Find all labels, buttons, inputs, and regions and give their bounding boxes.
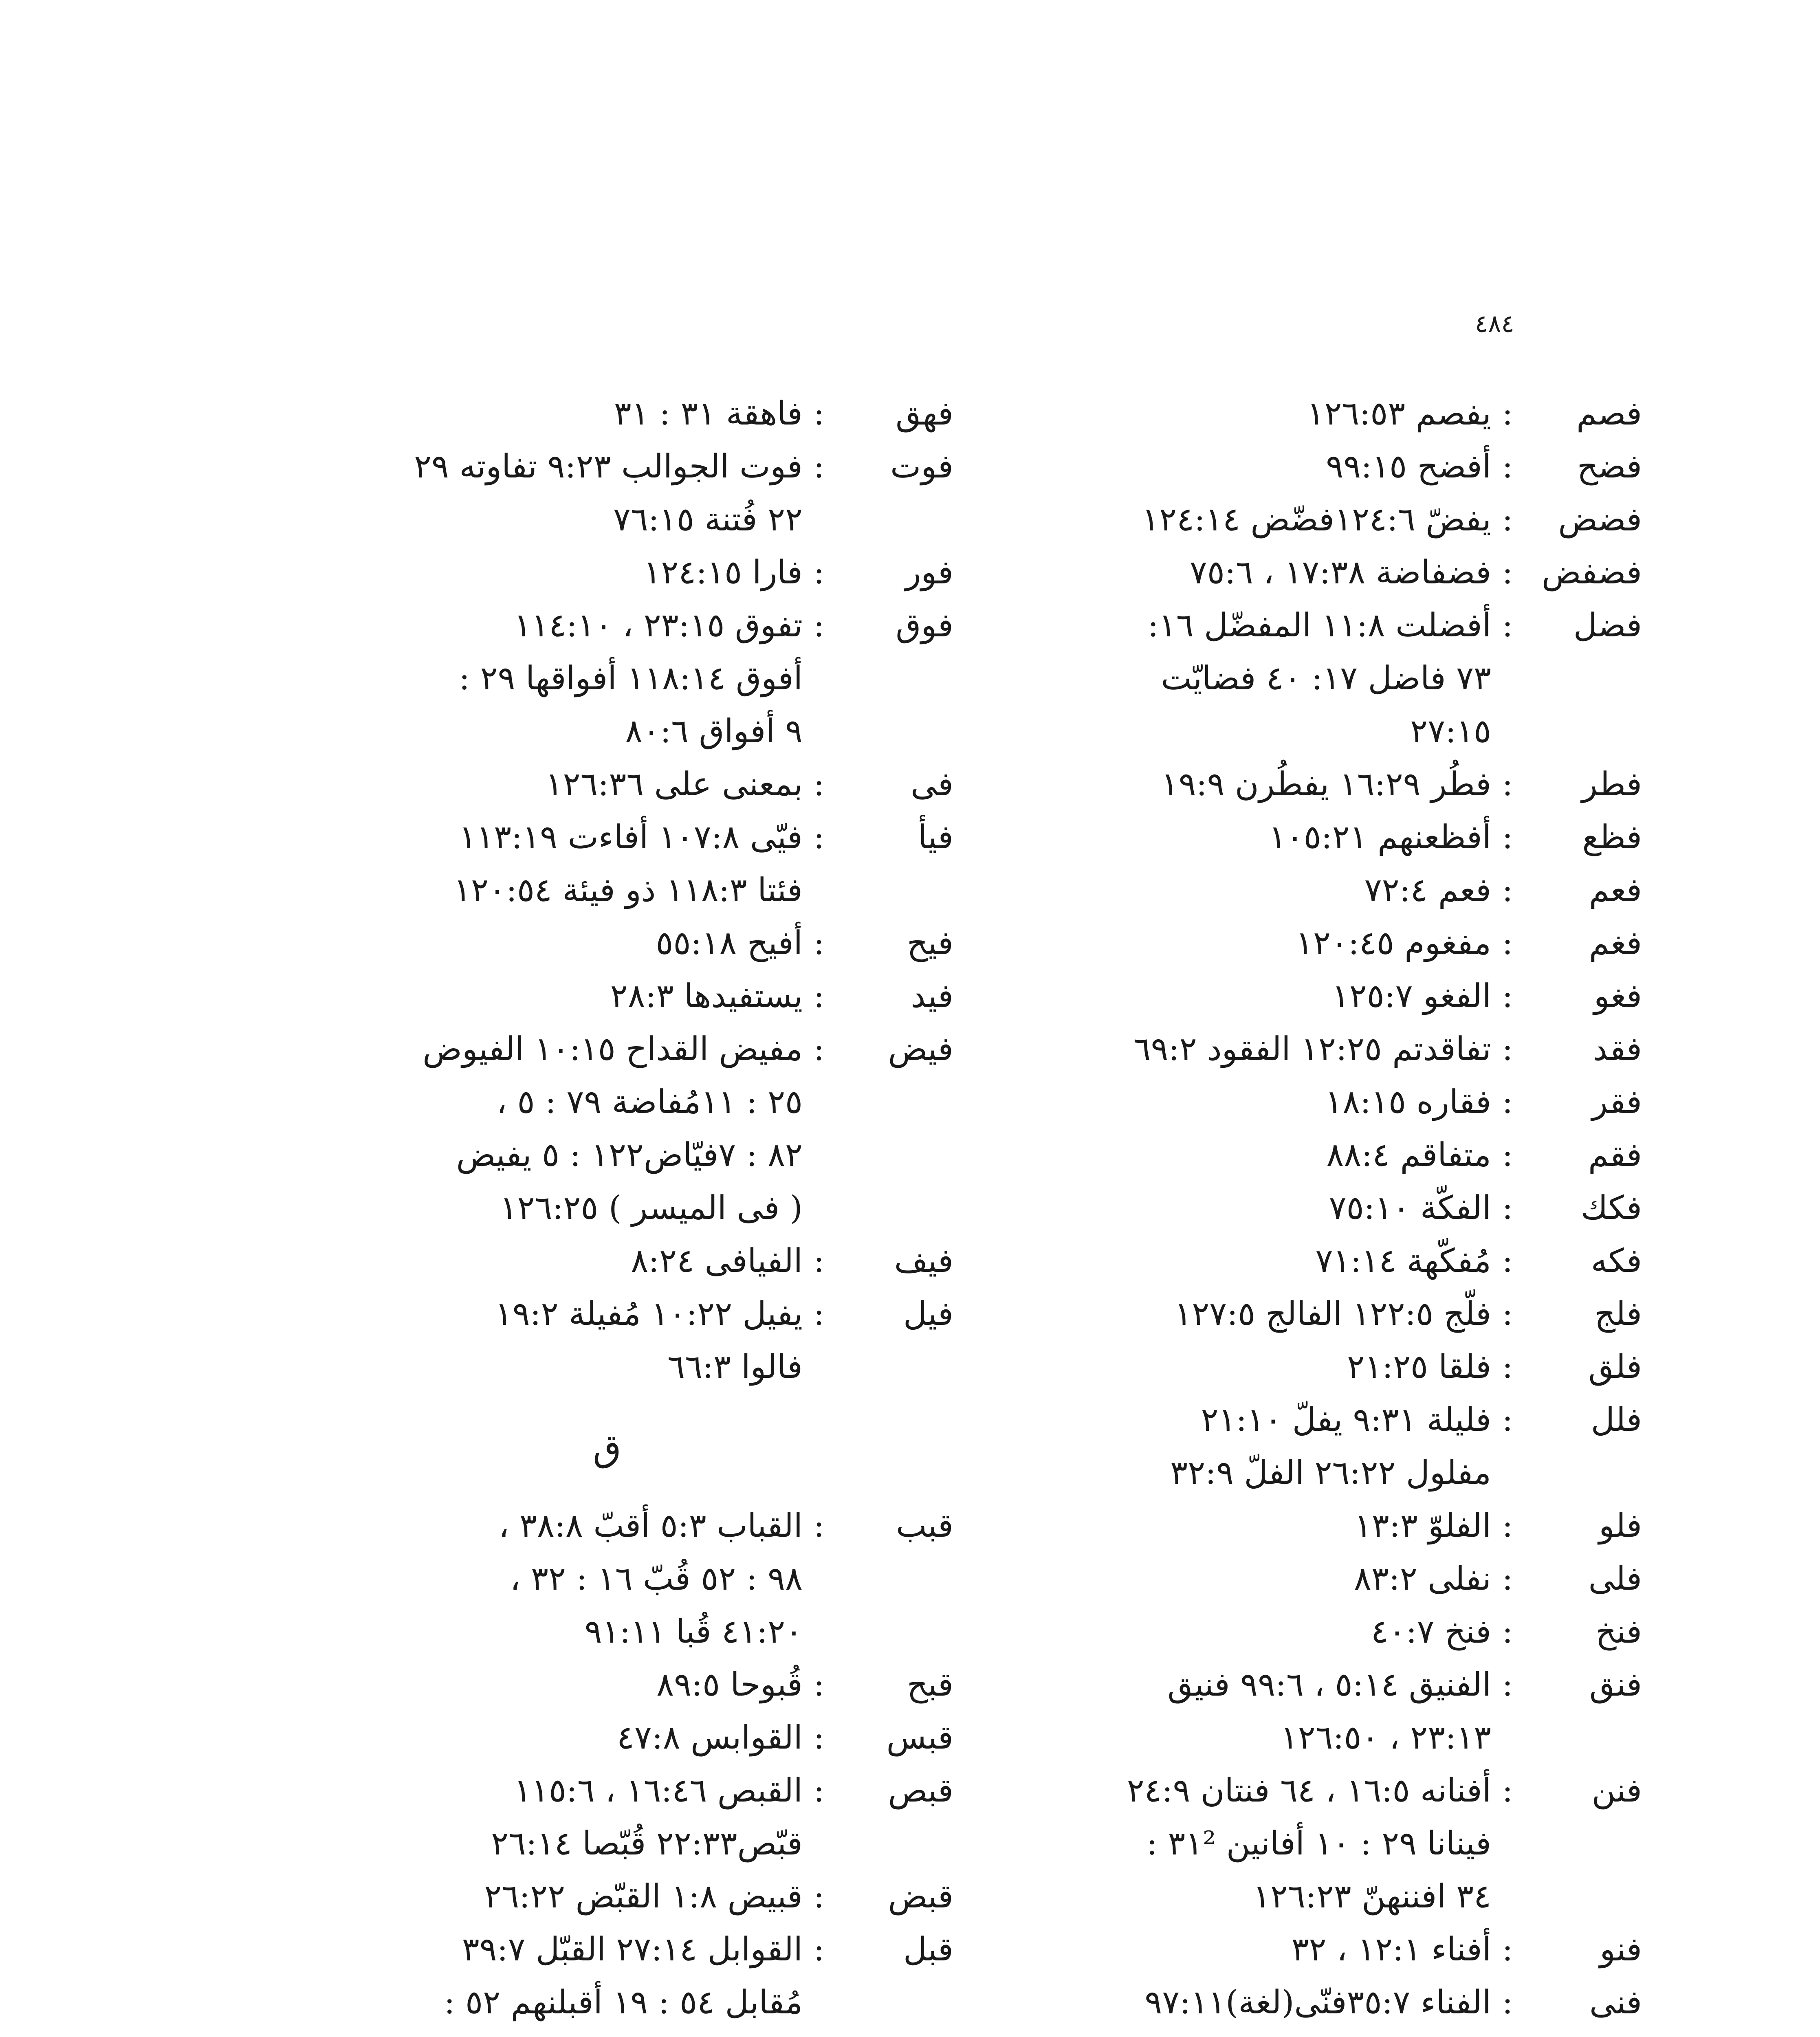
entry-references: تفوق ٢٣:١٥ ، ١١٤:١٠ أفوق ١١٨:١٤ أفواقها ٢٩ : ٩ أفواق ٨٠:٦	[459, 606, 803, 750]
index-entry	[949, 1076, 1642, 1128]
entry-references: الفغو ١٢٥:٧	[1331, 977, 1491, 1015]
entry-references: أفنانه ١٦:٥ ، ٦٤ فنتان ٢٤:٩ فينانا ٢٩ : ١٠ أفانين ٣١² : ٣٤ افننهنّ ١٢٦:٢٣	[1127, 1771, 1491, 1915]
entry-root: فكه	[1591, 1242, 1642, 1280]
entry-root: فنن	[1591, 1771, 1642, 1809]
index-entry	[949, 1393, 1642, 1499]
entry-separator: :	[813, 818, 825, 856]
index-entry	[261, 387, 953, 440]
entry-root: فضح	[1577, 447, 1642, 485]
entry-separator: :	[1502, 1295, 1513, 1333]
entry-separator: :	[813, 1242, 825, 1280]
entry-root: فور	[905, 553, 953, 591]
index-entry	[949, 811, 1642, 864]
index-entry	[949, 1287, 1642, 1340]
entry-root: فغم	[1589, 924, 1642, 962]
index-entry	[949, 864, 1642, 917]
entry-root: فضض	[1558, 500, 1642, 538]
entry-separator: :	[1502, 977, 1513, 1015]
index-entry	[261, 1923, 953, 2029]
entry-separator: :	[1502, 1983, 1513, 2021]
entry-root: فلق	[1588, 1348, 1642, 1386]
section-letter-heading: ق	[593, 1427, 621, 1469]
entry-references: فعم ٧٢:٤	[1364, 871, 1491, 909]
entry-separator: :	[1502, 871, 1513, 909]
index-entry	[949, 1499, 1642, 1552]
entry-separator: :	[813, 1665, 825, 1703]
entry-references: أفضح ٩٩:١٥	[1326, 447, 1491, 485]
index-entry	[261, 970, 953, 1023]
entry-references: يستفيدها ٢٨:٣	[610, 977, 803, 1015]
entry-separator: :	[1502, 1348, 1513, 1386]
entry-root: فنخ	[1595, 1612, 1642, 1650]
entry-separator: :	[813, 1930, 825, 1968]
entry-references: القوابس ٤٧:٨	[616, 1718, 803, 1756]
entry-separator: :	[1502, 606, 1513, 644]
index-entry	[949, 1658, 1642, 1764]
entry-root: فيأ	[918, 818, 953, 856]
entry-references: الفيافى ٨:٢٤	[631, 1242, 803, 1280]
entry-separator: :	[1502, 447, 1513, 485]
index-column-left	[261, 387, 953, 2029]
entry-separator: :	[813, 394, 825, 432]
entry-separator: :	[1502, 394, 1513, 432]
entry-references: يفضّ ١٢٤:٦فضّض ١٢٤:١٤	[1142, 500, 1491, 538]
entry-references: قُبوحا ٨٩:٥	[656, 1665, 803, 1703]
index-entry	[949, 546, 1642, 599]
entry-root: فظع	[1582, 818, 1642, 856]
index-entry	[949, 1764, 1642, 1923]
entry-references: يفيل ١٠:٢٢ مُفيلة ١٩:٢ فالوا ٦٦:٣	[495, 1295, 803, 1386]
index-entry	[949, 758, 1642, 811]
index-entry	[949, 1340, 1642, 1393]
entry-root: فضل	[1573, 606, 1642, 644]
entry-references: أفضلت ١١:٨ المفضّل ١٦: ٧٣ فاضل ١٧: ٤٠ فضايّت ٢٧:١٥	[1147, 606, 1491, 750]
entry-separator: :	[1502, 1771, 1513, 1809]
index-entry	[261, 599, 953, 758]
index-entry	[261, 1023, 953, 1234]
entry-separator: :	[1502, 765, 1513, 803]
entry-root: فلى	[1588, 1560, 1642, 1597]
entry-separator: :	[813, 1771, 825, 1809]
entry-references: فنخ ٤٠:٧	[1371, 1612, 1491, 1650]
index-entry	[261, 546, 953, 599]
entry-root: فلو	[1598, 1507, 1642, 1544]
entry-references: فلّج ١٢٢:٥ الفالج ١٢٧:٥	[1174, 1295, 1491, 1333]
entry-references: فارا ١٢٤:١٥	[643, 553, 803, 591]
entry-root: فصم	[1576, 394, 1642, 432]
entry-root: فطر	[1581, 765, 1642, 803]
index-entry	[949, 440, 1642, 493]
entry-separator: :	[1502, 818, 1513, 856]
entry-references: فاهقة ٣١ : ٣١	[614, 394, 803, 432]
index-entry	[949, 1976, 1642, 2029]
index-entry	[261, 1870, 953, 1923]
entry-root: فيد	[911, 977, 953, 1015]
entry-references: الفكّة ٧٥:١٠	[1329, 1189, 1491, 1227]
entry-references: يفصم ١٢٦:٥٣	[1307, 394, 1491, 432]
entry-separator: :	[1502, 1930, 1513, 1968]
entry-root: قبض	[888, 1877, 953, 1915]
entry-root: فغو	[1593, 977, 1642, 1015]
entry-root: فضفض	[1541, 553, 1642, 591]
entry-separator: :	[813, 1507, 825, 1544]
entry-references: قبيض ١:٨ القبّض ٢٦:٢٢	[484, 1877, 803, 1915]
entry-separator: :	[813, 924, 825, 962]
entry-references: فليلة ٩:٣١ يفلّ ٢١:١٠ مفلول ٢٦:٢٢ الفلّ ٣٢:٩	[1170, 1401, 1491, 1491]
entry-root: فى	[911, 765, 953, 803]
index-column-right	[949, 387, 1642, 2029]
entry-separator: :	[813, 606, 825, 644]
entry-references: فيّى ١٠٧:٨ أفاءت ١١٣:١٩ فئتا ١١٨:٣ ذو فيئة ١٢٠:٥٤	[453, 818, 803, 909]
entry-root: فنو	[1600, 1930, 1642, 1968]
entry-root: فقر	[1592, 1083, 1642, 1121]
index-entry	[261, 1234, 953, 1287]
page-number: ٤٨٤	[1475, 310, 1514, 338]
entry-references: فطُر ١٦:٢٩ يفطُرن ١٩:٩	[1161, 765, 1491, 803]
entry-separator: :	[1502, 1612, 1513, 1650]
index-entry	[261, 1499, 953, 1658]
entry-separator: :	[1502, 1136, 1513, 1174]
entry-separator: :	[813, 1295, 825, 1333]
entry-root: فقد	[1593, 1030, 1642, 1068]
entry-references: بمعنى على ١٢٦:٣٦	[545, 765, 803, 803]
entry-references: فقاره ١٨:١٥	[1325, 1083, 1491, 1121]
entry-references: فوت الجوالب ٩:٢٣ تفاوته ٢٩ ٢٢ فُتنة ٧٦:١٥	[414, 447, 803, 538]
index-entry	[261, 811, 953, 917]
entry-separator: :	[1502, 1030, 1513, 1068]
entry-separator: :	[813, 1718, 825, 1756]
entry-root: فلج	[1594, 1295, 1642, 1333]
entry-references: القوابل ٢٧:١٤ القبّل ٣٩:٧ مُقابل ٥٤ : ١٩ أقبلنهم ٥٢ :	[444, 1930, 803, 2021]
index-entry	[949, 1234, 1642, 1287]
entry-separator: :	[1502, 1507, 1513, 1544]
entry-references: أفناء ١٢:١ ، ٣٢	[1291, 1930, 1491, 1968]
entry-root: فوق	[896, 606, 953, 644]
entry-separator: :	[1502, 500, 1513, 538]
entry-separator: :	[1502, 924, 1513, 962]
index-entry	[261, 1658, 953, 1711]
entry-separator: :	[1502, 1189, 1513, 1227]
entry-root: قبس	[886, 1718, 953, 1756]
entry-separator: :	[1502, 1665, 1513, 1703]
entry-references: فلقا ٢١:٢٥	[1347, 1348, 1491, 1386]
index-entry	[949, 1181, 1642, 1234]
entry-references: مفيض القداح ١٠:١٥ الفيوض ٢٥ : ١١مُفاضة ٧٩ : ٥ ، ٨٢ : ٧فيّاض١٢٢ : ٥ يفيض ( فى الميسر ) ١٢٦:٢٥	[423, 1030, 803, 1227]
entry-references: مُفكّهة ٧١:١٤	[1315, 1242, 1491, 1280]
entry-root: فوت	[890, 447, 953, 485]
index-entry	[949, 1023, 1642, 1076]
index-entry	[949, 387, 1642, 440]
index-entry	[261, 917, 953, 970]
entry-separator: :	[1502, 1560, 1513, 1597]
entry-separator: :	[813, 977, 825, 1015]
entry-references: فضفاضة ١٧:٣٨ ، ٧٥:٦	[1189, 553, 1491, 591]
index-entry	[949, 493, 1642, 546]
entry-references: مفغوم ١٢٠:٤٥	[1296, 924, 1491, 962]
entry-references: تفاقدتم ١٢:٢٥ الفقود ٦٩:٢	[1133, 1030, 1491, 1068]
index-entry	[949, 917, 1642, 970]
entry-root: قبح	[907, 1665, 953, 1703]
entry-references: القبص ١٦:٤٦ ، ١١٥:٦ قبّص٢٢:٣٣ قُبّصا ٢٦:١٤	[491, 1771, 803, 1862]
entry-separator: :	[1502, 1401, 1513, 1439]
entry-separator: :	[1502, 553, 1513, 591]
index-entry	[261, 440, 953, 546]
entry-references: نفلى ٨٣:٢	[1353, 1560, 1491, 1597]
index-entry	[949, 599, 1642, 758]
entry-root: فيل	[903, 1295, 953, 1333]
entry-separator: :	[813, 1877, 825, 1915]
index-entry	[949, 1605, 1642, 1658]
index-entry	[949, 1552, 1642, 1605]
entry-separator: :	[813, 447, 825, 485]
entry-root: فيض	[888, 1030, 953, 1068]
entry-separator: :	[1502, 1242, 1513, 1280]
entry-references: الفلوّ ١٣:٣	[1354, 1507, 1491, 1544]
entry-separator: :	[813, 1030, 825, 1068]
entry-root: فقم	[1588, 1136, 1642, 1174]
entry-root: فلل	[1591, 1401, 1642, 1439]
entry-root: فيح	[907, 924, 953, 962]
entry-root: فنى	[1589, 1983, 1642, 2021]
entry-references: أفظعنهم ١٠٥:٢١	[1268, 818, 1491, 856]
entry-root: فعم	[1589, 871, 1642, 909]
entry-separator: :	[813, 765, 825, 803]
entry-root: فنق	[1589, 1665, 1642, 1703]
entry-root: فهق	[896, 394, 953, 432]
index-entry	[949, 1128, 1642, 1181]
entry-root: فكك	[1581, 1189, 1642, 1227]
entry-separator: :	[813, 553, 825, 591]
entry-root: قبص	[888, 1771, 953, 1809]
entry-references: الفناء ٣٥:٧فنّى(لغة)٩٧:١١	[1144, 1983, 1491, 2021]
entry-references: القباب ٥:٣ أقبّ ٣٨:٨ ، ٩٨ : ٥٢ قُبّ ١٦ : ٣٢ ، ٤١:٢٠ قُبا ٩١:١١	[498, 1507, 803, 1650]
index-entry	[261, 1711, 953, 1764]
index-entry	[261, 758, 953, 811]
entry-references: متفاقم ٨٨:٤	[1326, 1136, 1491, 1174]
entry-references: الفنيق ٥:١٤ ، ٩٩:٦ فنيق ٢٣:١٣ ، ١٢٦:٥٠	[1167, 1665, 1491, 1756]
index-entry	[949, 1923, 1642, 1976]
entry-root: قبل	[903, 1930, 953, 1968]
entry-root: قبب	[896, 1507, 953, 1544]
index-entry	[949, 970, 1642, 1023]
entry-root: فيف	[894, 1242, 953, 1280]
entry-references: أفيح ٥٥:١٨	[656, 924, 803, 962]
entry-separator: :	[1502, 1083, 1513, 1121]
index-entry	[261, 1287, 953, 1393]
index-entry	[261, 1764, 953, 1870]
